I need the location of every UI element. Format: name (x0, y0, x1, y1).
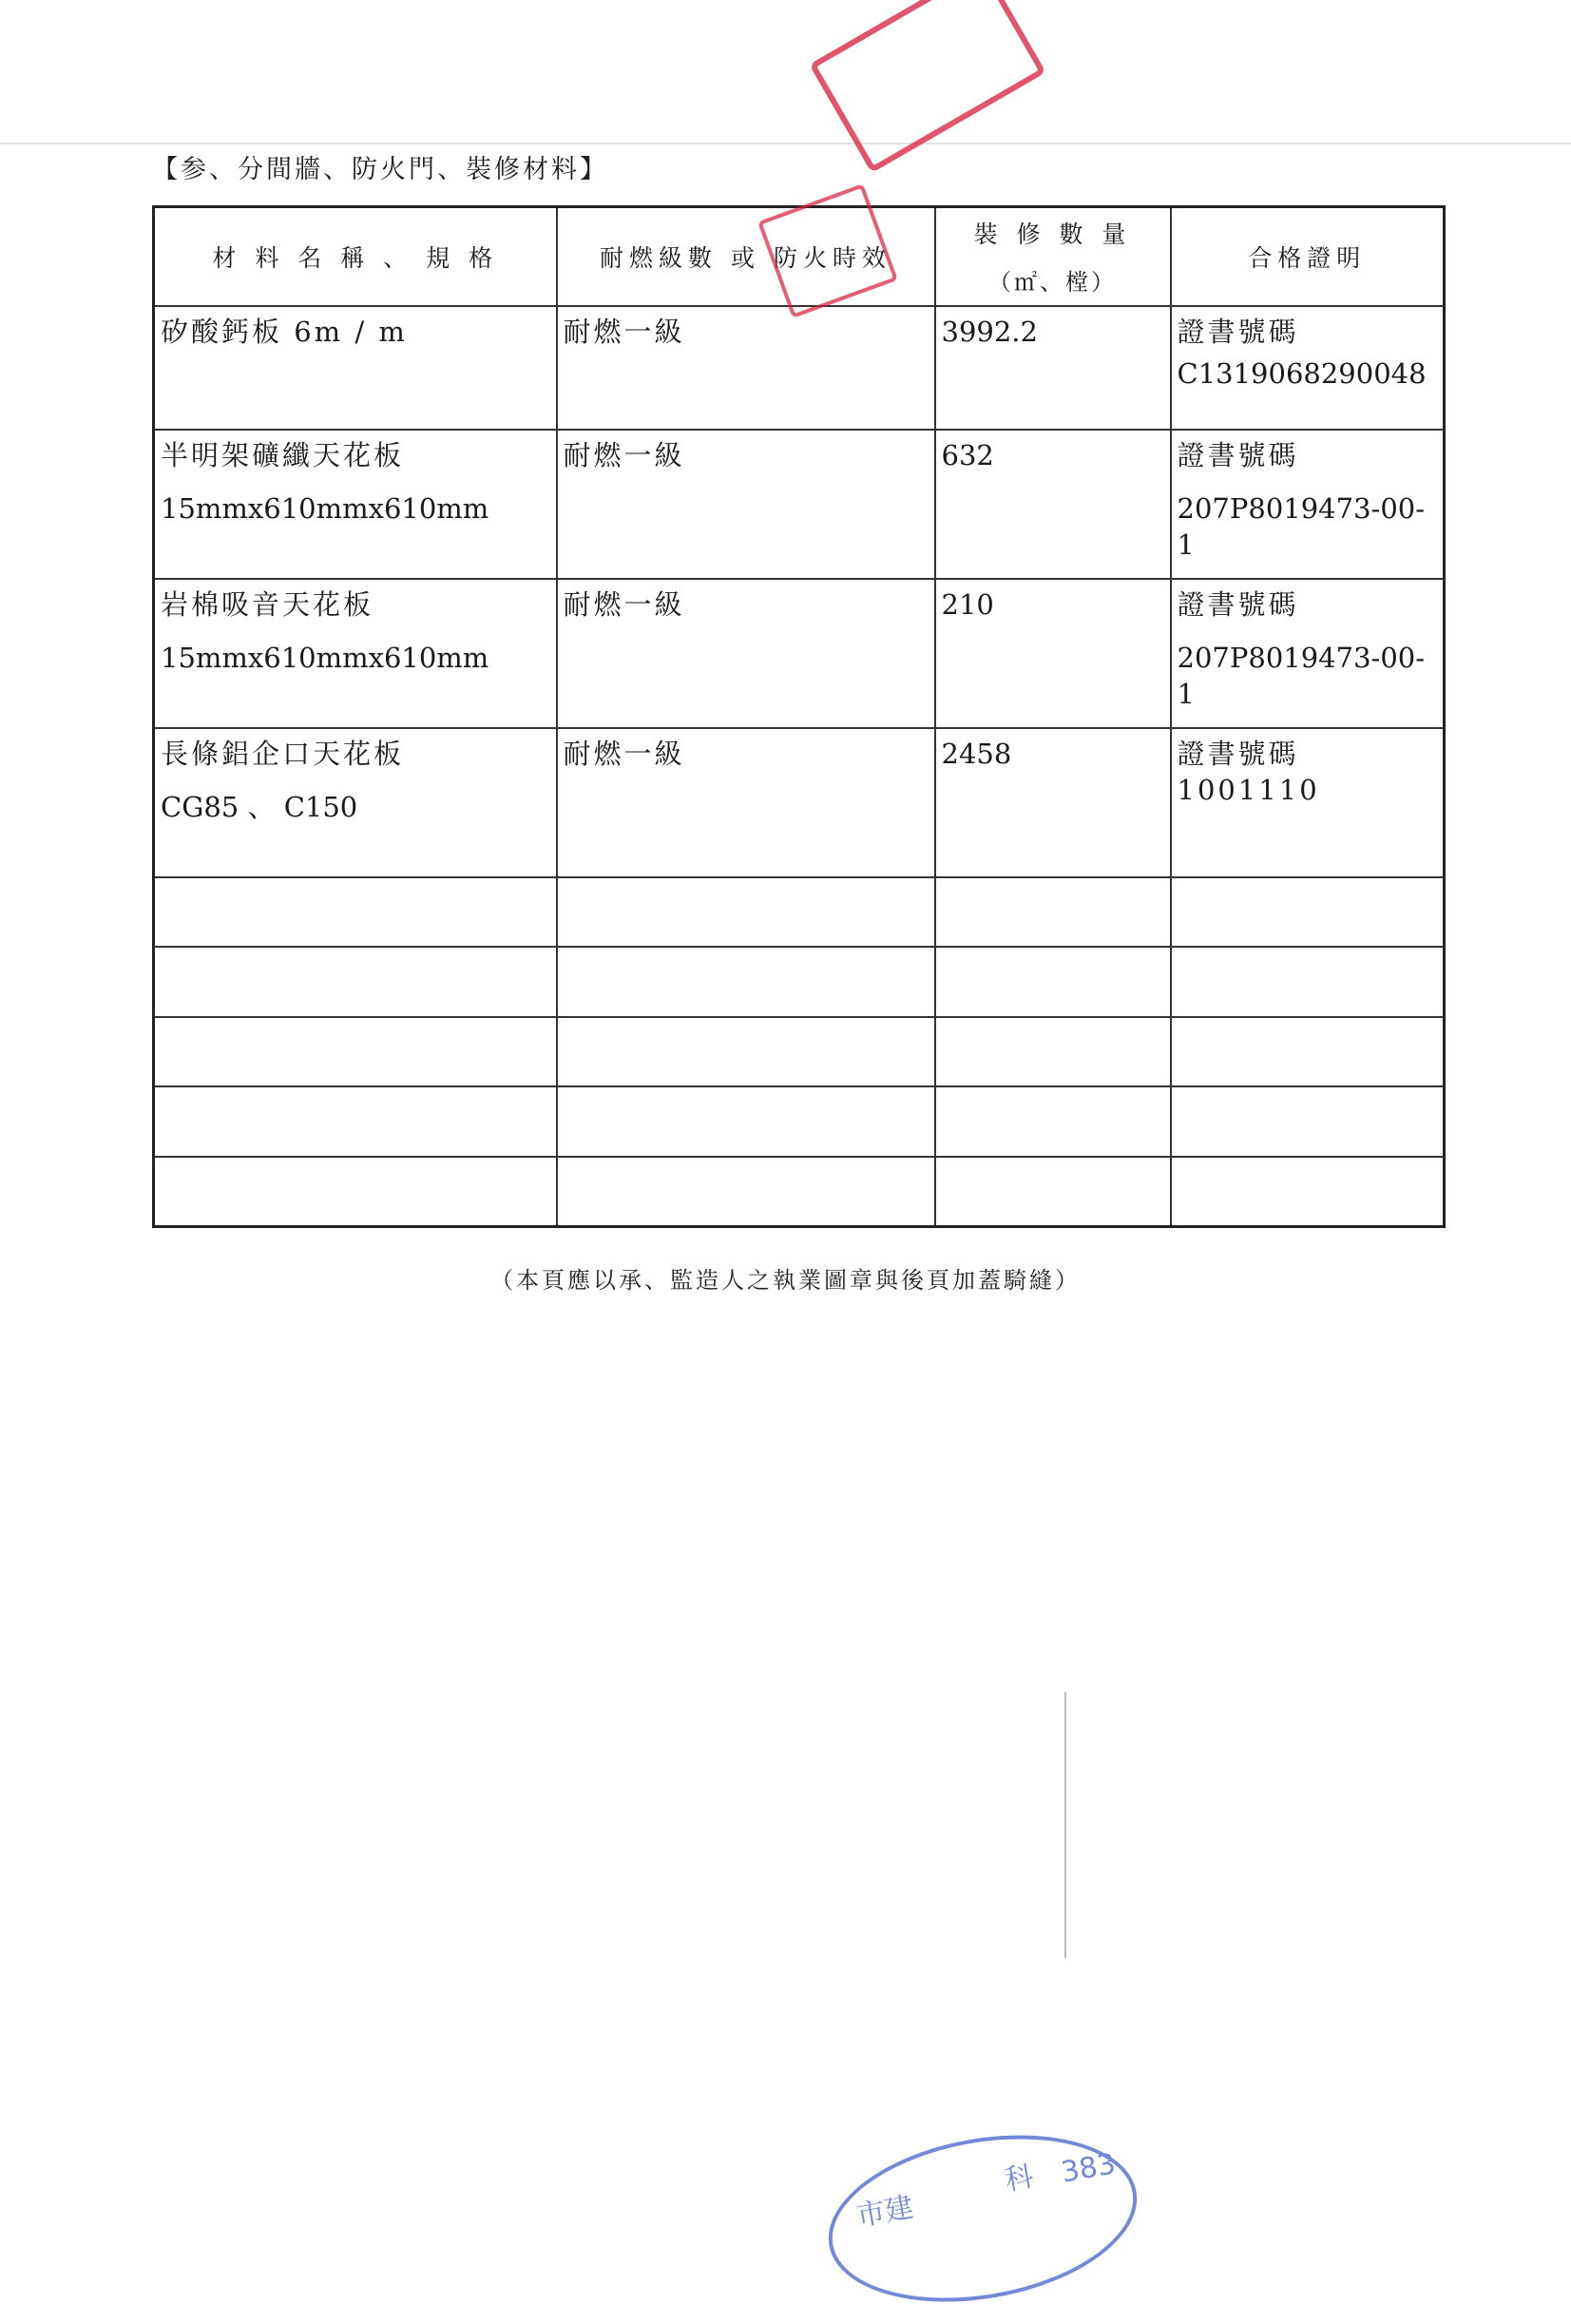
header-fire-rating: 耐燃級數 或 防火時效 (557, 207, 935, 306)
page-footnote: （本頁應以承、監造人之執業圖章與後頁加蓋騎縫） (490, 1267, 1081, 1294)
empty-table-row (154, 877, 1445, 947)
table-row (154, 430, 1445, 579)
empty-table-row (154, 1017, 1445, 1086)
cell-fire-rating: 耐燃一級 (557, 306, 935, 430)
cell-quantity: 632 (935, 430, 1171, 579)
cell-fire-rating: 耐燃一級 (557, 430, 935, 579)
table-row (154, 728, 1445, 877)
scan-artifact-line (1064, 1692, 1066, 1958)
cell-material-name: 半明架礦纖天花板 15mmx610mmx610mm (154, 430, 557, 579)
blue-seal-stamp-bottom: 市建 科 383 (815, 2113, 1150, 2324)
cell-material-name: 岩棉吸音天花板 15mmx610mmx610mm (154, 579, 557, 728)
materials-table (152, 205, 1446, 1228)
red-seal-stamp-top (809, 0, 1046, 173)
cell-fire-rating: 耐燃一級 (557, 728, 935, 877)
cell-quantity: 2458 (935, 728, 1171, 877)
header-certificate: 合格證明 (1171, 207, 1445, 306)
header-quantity-label: 裝 修 數 量 (973, 221, 1132, 249)
cell-certificate: 證書號碼 207P8019473-00-1 (1171, 430, 1445, 579)
cell-material-name: 矽酸鈣板 6m / m (154, 306, 557, 430)
table-row (154, 579, 1445, 728)
cell-certificate: 證書號碼 207P8019473-00-1 (1171, 579, 1445, 728)
empty-table-row (154, 947, 1445, 1016)
cell-certificate: 證書號碼 C1319068290048 (1171, 306, 1445, 430)
scan-edge-line (0, 143, 1571, 144)
cell-fire-rating: 耐燃一級 (557, 579, 935, 728)
cell-quantity: 210 (935, 579, 1171, 728)
empty-table-row (154, 1157, 1445, 1227)
cell-material-name: 長條鋁企口天花板 CG85 、 C150 (154, 728, 557, 877)
header-material-name: 材 料 名 稱 、 規 格 (154, 207, 557, 306)
cell-certificate: 證書號碼 1001110 (1171, 728, 1445, 877)
cell-quantity: 3992.2 (935, 306, 1171, 430)
empty-table-row (154, 1086, 1445, 1156)
header-quantity (935, 207, 1171, 306)
table-row (154, 306, 1445, 430)
section-title: 【参、分間牆、防火門、裝修材料】 (152, 155, 608, 184)
header-quantity-unit: （㎡、樘） (988, 269, 1117, 297)
